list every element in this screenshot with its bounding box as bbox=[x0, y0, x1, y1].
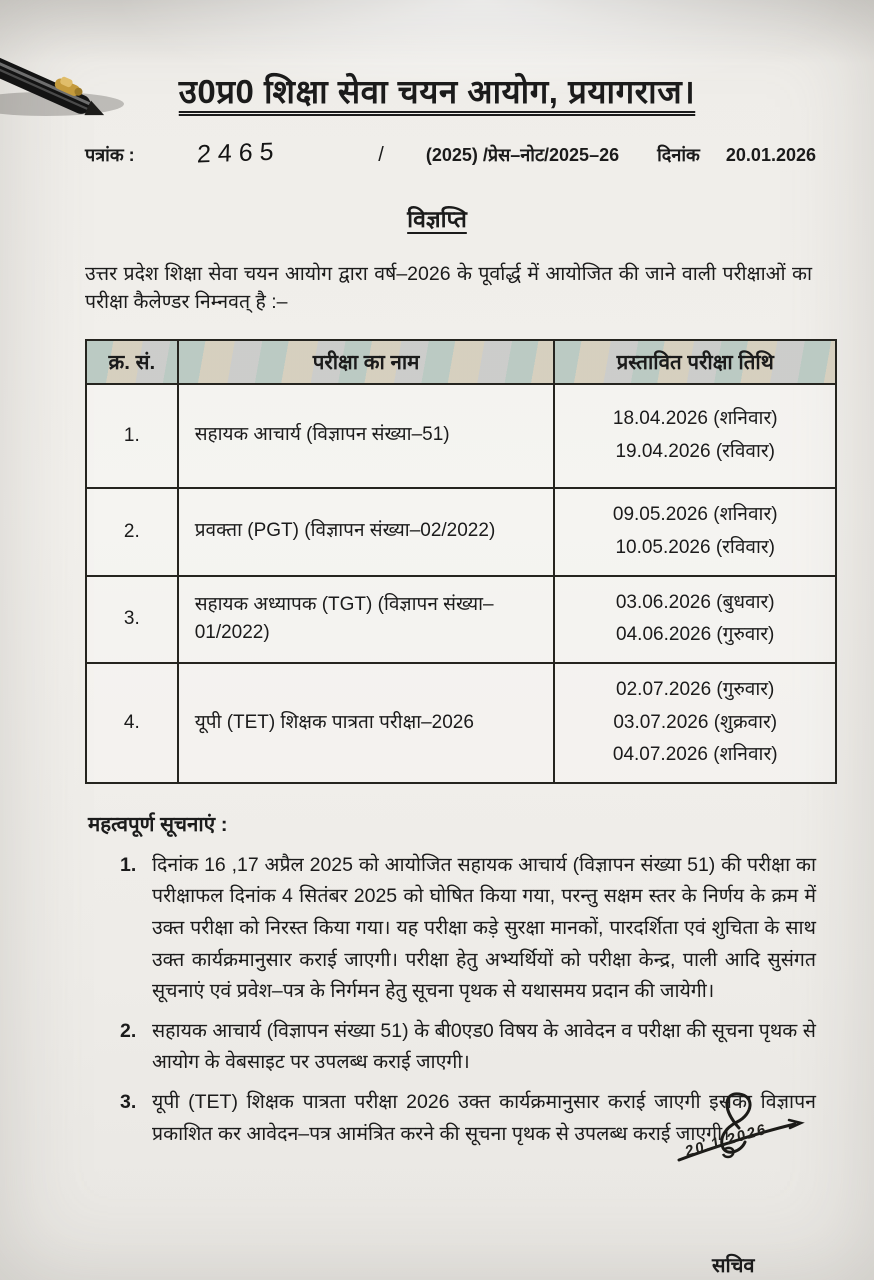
exam-dates-cell bbox=[554, 576, 836, 663]
header-exam-name: परीक्षा का नाम bbox=[178, 340, 555, 384]
date-line: 18.04.2026 (शनिवार) bbox=[612, 407, 778, 429]
notice-heading bbox=[0, 202, 874, 234]
intro-paragraph: उत्तर प्रदेश शिक्षा सेवा चयन आयोग द्वारा वर्ष–2026 के पूर्वार्द्ध में आयोजित की जाने वाली परीक्षाओं का परीक्षा कैलेण्डर निम्नवत् है :– bbox=[85, 263, 812, 314]
letter-no-label: पत्रांक : bbox=[85, 145, 135, 165]
exam-name-cell: सहायक अध्यापक (TGT) (विज्ञापन संख्या–01/2022) bbox=[178, 576, 555, 663]
note-item: दिनांक 16 ,17 अप्रैल 2025 को आयोजित सहायक आचार्य (विज्ञापन संख्या 51) की परीक्षा का परीक्षाफल दिनांक 4 सितंबर 2025 को घोषित किया गया, परन्तु सक्षम स्तर के निर्णय के क्रम में उक्त परीक्षा को निरस्त किया गया। यह परीक्षा कड़े सुरक्षा मानकों, पारदर्शिता एवं शुचिता के साथ उक्त कार्यक्रमानुसार कराई जाएगी। परीक्षा हेतु अभ्यर्थियों को परीक्षा केन्द्र, पाली आदि सुसंगत सूचनाएं एवं प्रवेश–पत्र के निर्गमन हेतु सूचना पृथक से यथासमय प्रदान की जायेगी। bbox=[152, 853, 816, 1003]
letter-reference: (2025) /प्रेस–नोट/2025–26 bbox=[425, 145, 620, 165]
serial-cell: 2. bbox=[86, 488, 178, 576]
date-line: 09.05.2026 (शनिवार) bbox=[612, 503, 778, 525]
table-row bbox=[86, 576, 836, 663]
secretary-label: सचिव bbox=[712, 1255, 755, 1277]
table-row bbox=[86, 488, 836, 576]
fountain-pen-image bbox=[0, 26, 156, 136]
exam-dates-cell bbox=[554, 663, 836, 783]
date-line: 04.07.2026 (शनिवार) bbox=[612, 744, 778, 766]
exam-name-cell: यूपी (TET) शिक्षक पात्रता परीक्षा–2026 bbox=[178, 663, 555, 783]
date-label: दिनांक bbox=[657, 145, 700, 165]
org-title-text: उ0प्र0 शिक्षा सेवा चयन आयोग, प्रयागराज। bbox=[178, 73, 696, 110]
exam-name-cell: प्रवक्ता (PGT) (विज्ञापन संख्या–02/2022) bbox=[178, 488, 555, 576]
table-row bbox=[86, 384, 836, 488]
note-item: यूपी (TET) शिक्षक पात्रता परीक्षा 2026 उक्त कार्यक्रमानुसार कराई जाएगी इसका विज्ञापन प्रकाशित कर आवेदन–पत्र आमंत्रित करने की सूचना पृथक से उपलब्ध कराई जाएगी। bbox=[152, 1090, 816, 1145]
letter-no-separator: / bbox=[378, 144, 384, 166]
table-head bbox=[86, 340, 836, 384]
header-serial: क्र. सं. bbox=[86, 340, 178, 384]
notes-heading: महत्वपूर्ण सूचनाएं : bbox=[88, 812, 228, 836]
date-line: 19.04.2026 (रविवार) bbox=[615, 440, 775, 462]
note-item: सहायक आचार्य (विज्ञापन संख्या 51) के बी0एड0 विषय के आवेदन व परीक्षा की सूचना पृथक से आयोग के वेबसाइट पर उपलब्ध कराई जाएगी। bbox=[152, 1019, 816, 1074]
table-header-row bbox=[86, 340, 836, 384]
signature-handwritten-date: 20.1.2026 bbox=[684, 1120, 769, 1161]
letter-no-handwritten: 2465 bbox=[196, 137, 281, 169]
date-line: 04.06.2026 (गुरुवार) bbox=[616, 624, 775, 646]
signature-block bbox=[656, 1088, 816, 1278]
date-line: 03.06.2026 (बुधवार) bbox=[615, 591, 775, 613]
exam-dates-cell bbox=[554, 384, 836, 488]
notice-heading-text: विज्ञप्ति bbox=[407, 206, 467, 232]
exam-calendar-table bbox=[85, 339, 837, 784]
exam-name-cell: सहायक आचार्य (विज्ञापन संख्या–51) bbox=[178, 384, 555, 488]
date-line: 03.07.2026 (शुक्रवार) bbox=[613, 711, 778, 733]
table-body bbox=[86, 384, 836, 783]
date-line: 02.07.2026 (गुरुवार) bbox=[616, 678, 775, 700]
fountain-pen-icon bbox=[0, 26, 156, 136]
header-exam-date: प्रस्तावित परीक्षा तिथि bbox=[554, 340, 836, 384]
table-row bbox=[86, 663, 836, 783]
serial-cell: 3. bbox=[86, 576, 178, 663]
serial-cell: 1. bbox=[86, 384, 178, 488]
date-line: 10.05.2026 (रविवार) bbox=[615, 536, 775, 558]
serial-cell: 4. bbox=[86, 663, 178, 783]
date-value: 20.01.2026 bbox=[725, 145, 816, 165]
exam-dates-cell bbox=[554, 488, 836, 576]
letter-number-row bbox=[85, 139, 834, 168]
